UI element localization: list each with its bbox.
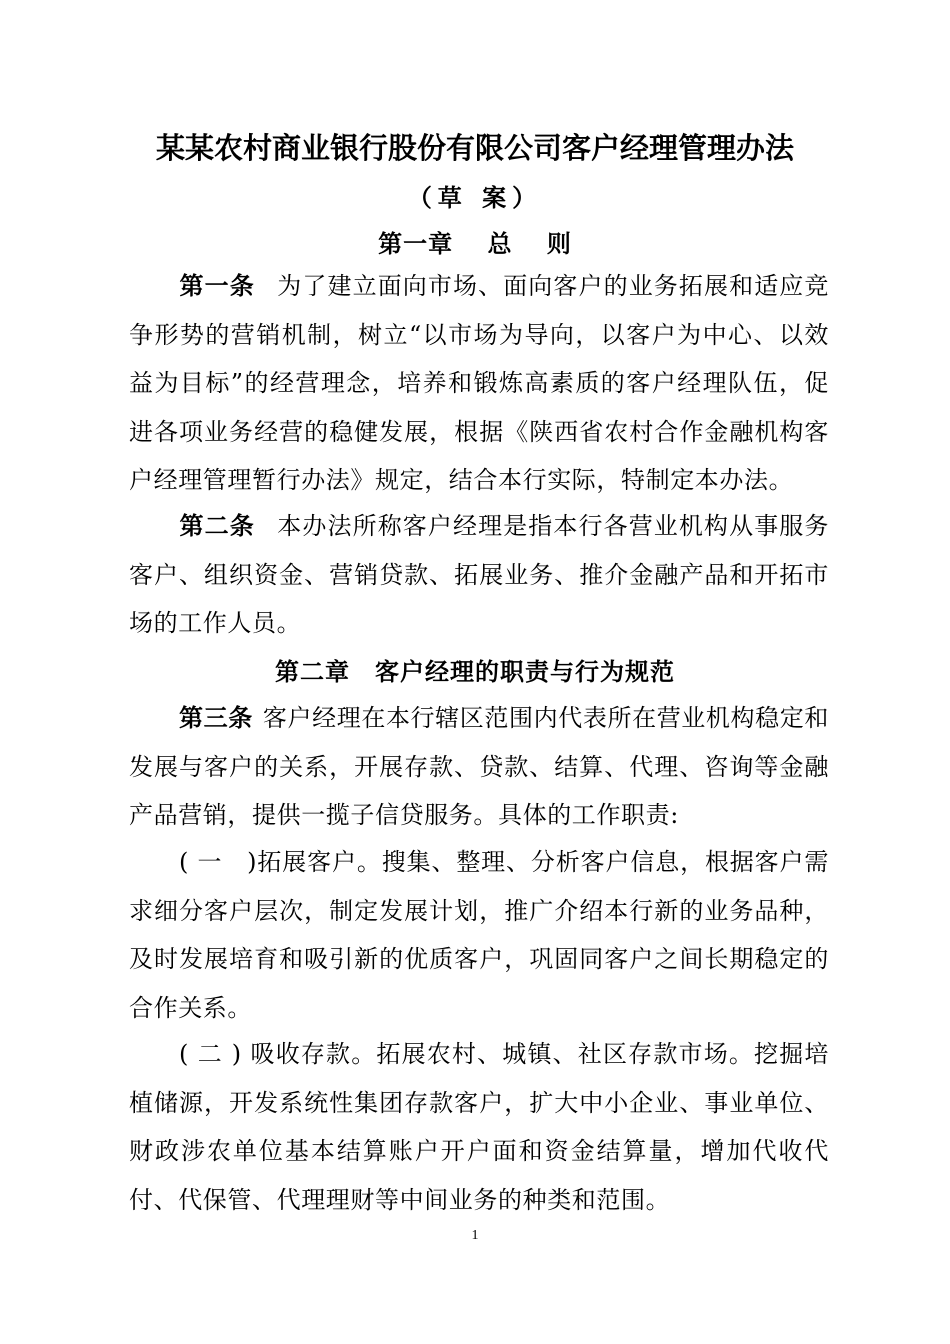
document-title: 某某农村商业银行股份有限公司客户经理管理办法 — [155, 131, 794, 165]
list-item-1-text: ( 一 )拓展客户。搜集、整理、分析客户信息，根据客户需求细分客户层次，制定发展计划，推广介绍本行新的业务品种，及时发展培育和吸引新的优质客户，巩固同客户之间长期稳定的合作关系。 — [129, 848, 829, 1022]
article-2-text: 本办法所称客户经理是指本行各营业机构从事服务客户、组织资金、营销贷款、拓展业务、推介金融产品和开拓市场的工作人员。 — [129, 512, 829, 637]
article-1 — [129, 262, 829, 505]
article-3-heading: 第三条 — [179, 703, 253, 732]
chapter-heading-1: 第一章 总 则 — [378, 229, 572, 258]
document-subtitle: （草 案） — [407, 183, 543, 212]
list-item-2-text: ( 二 ) 吸收存款。拓展农村、城镇、社区存款市场。挖掘培植储源，开发系统性集团存款客户，扩大中小企业、事业单位、财政涉农单位基本结算账户开户面和资金结算量，增加代收代付、代保管、代理理财等中间业务的种类和范围。 — [129, 1040, 829, 1214]
article-3 — [129, 694, 829, 840]
chapter-heading-2: 第二章 客户经理的职责与行为规范 — [275, 657, 675, 686]
page-number: 1 — [471, 1228, 479, 1243]
article-1-heading: 第一条 — [179, 271, 255, 300]
list-item-2 — [129, 1030, 829, 1224]
article-1-text: 为了建立面向市场、面向客户的业务拓展和适应竞争形势的营销机制，树立“以市场为导向，以客户为中心、以效益为目标”的经营理念，培养和锻炼高素质的客户经理队伍，促进各项业务经营的稳健发展，根据《陕西省农村合作金融机构客户经理管理暂行办法》规定，结合本行实际，特制定本办法。 — [129, 272, 829, 494]
article-3-text: 客户经理在本行辖区范围内代表所在营业机构稳定和发展与客户的关系，开展存款、贷款、结算、代理、咨询等金融产品营销，提供一揽子信贷服务。具体的工作职责: — [129, 704, 829, 829]
article-2-heading: 第二条 — [179, 511, 255, 540]
article-2 — [129, 502, 829, 648]
list-item-1 — [129, 838, 829, 1032]
